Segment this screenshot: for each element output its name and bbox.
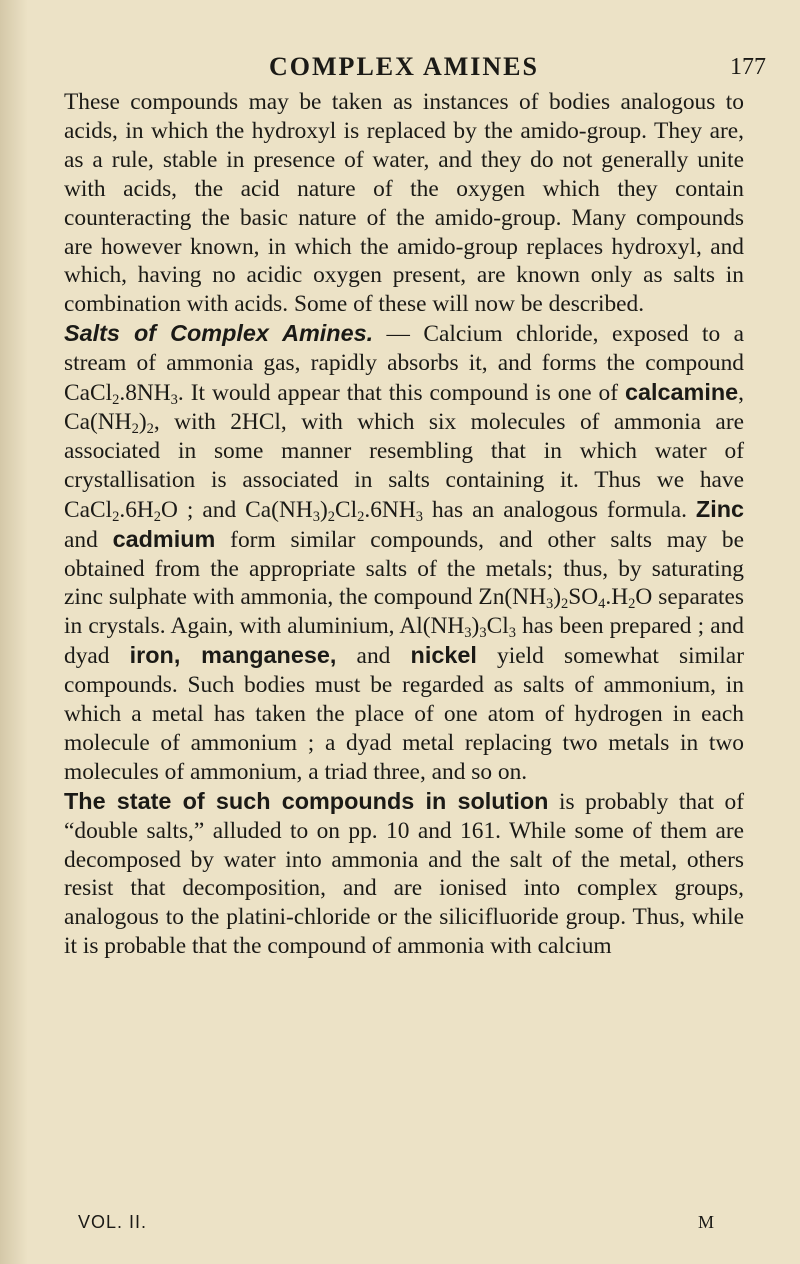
gathering-mark: M	[697, 1212, 714, 1232]
page-header	[64, 52, 766, 88]
term-cadmium: cadmium	[112, 525, 216, 552]
body-text	[64, 88, 744, 961]
page-number: 177	[730, 54, 766, 80]
paragraph-2: Salts of Complex Amines. — Calcium chloride, exposed to a stream of ammonia gas, rapidly absorbs it, and forms the compound $CaCl_2.8NH_3$. It would appear that this compound is one of calcamine, $Ca(NH_2)_2$, with 2HCl, with which six molecules of ammonia are associated in some manner resembling that in which water of crystallisation is associated in salts containing it. Thus we have $CaCl_2.6H_2O$ ; and $Ca(NH_3)_2Cl_2.6NH_3$ has an analogous formula. Zinc and cadmium form similar compounds, and other salts may be obtained from the appropriate salts of the metals; thus, by saturating zinc sulphate with ammonia, the compound $Zn(NH_3)_2SO_4.H_2O$ separates in crystals. Again, with aluminium, $Al(NH_3)_3Cl_3$ has been prepared ; and dyad iron, manganese, and nickel yield somewhat similar compounds. Such bodies must be regarded as salts of ammonium, in which a metal has taken the place of one atom of hydrogen in each molecule of ammonium ; a dyad metal replacing two metals in two molecules of ammonium, a triad three, and so on.	[64, 320, 745, 785]
section-heading: Salts of Complex Amines.	[64, 320, 374, 347]
term-nickel: nickel	[410, 642, 477, 669]
term-zinc: Zinc	[695, 495, 745, 522]
binding-shadow	[0, 0, 28, 1264]
paragraph-lead: The state of such compounds in solution	[64, 787, 549, 814]
term-calcamine: calcamine	[625, 379, 739, 406]
book-page	[64, 52, 766, 961]
page-footer	[64, 1212, 744, 1242]
paragraph-1: These compounds may be taken as instances of bodies analogous to acids, in which the hydroxyl is replaced by the amido-group. They are, as a rule, stable in presence of water, and they do not generally unite with acids, the acid nature of the oxygen which they contain counteracting the basic nature of the amido-group. Many compounds are however known, in which the amido-group replaces hydroxyl, and which, having no acidic oxygen present, are known only as salts in combination with acids. Some of these will now be described.	[64, 89, 744, 318]
running-head: COMPLEX AMINES	[269, 52, 539, 81]
term-iron-manganese: iron, manganese,	[129, 642, 337, 669]
signature-mark: VOL. II.	[78, 1212, 148, 1232]
paragraph-3: The state of such compounds in solution is probably that of “double salts,” alluded to on pp. 10 and 161. While some of them are decomposed by water into ammonia and the salt of the metal, others resist that decomposition, and are ionised into complex groups, analogous to the platini-chloride or the silicifluoride group. Thus, while it is probable that the compound of ammonia with calcium	[64, 787, 744, 960]
